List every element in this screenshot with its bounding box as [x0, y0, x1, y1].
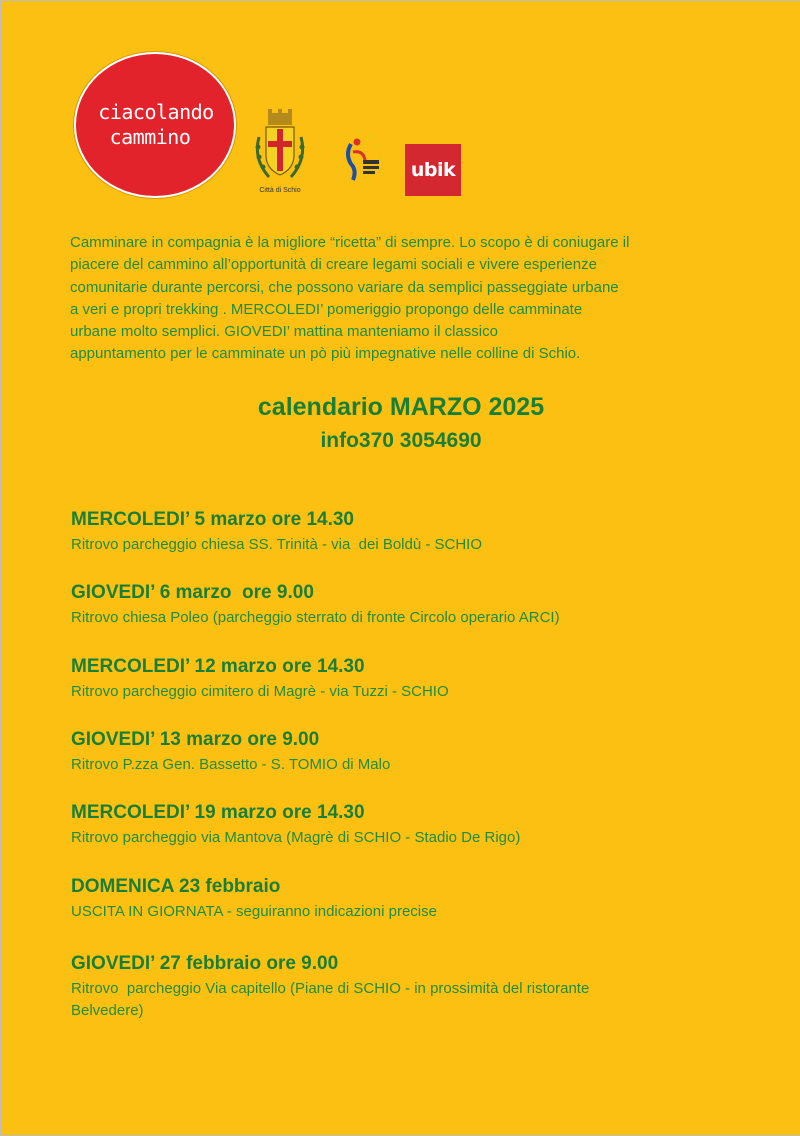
event-description: USCITA IN GIORNATA - seguiranno indicazioni precise	[71, 903, 437, 920]
ciacolando-cammino-logo	[74, 52, 236, 198]
event-title: MERCOLEDI’ 5 marzo ore 14.30	[71, 509, 354, 530]
calendar-info-phone: info370 3054690	[320, 429, 482, 452]
event-item	[71, 875, 751, 923]
sport-city-logo-icon	[323, 126, 391, 198]
event-description: Ritrovo parcheggio Via capitello (Piane di SCHIO - in prossimità del ristorante Belvedere)	[71, 980, 590, 1019]
event-description: Ritrovo parcheggio cimitero di Magrè - via Tuzzi - SCHIO	[71, 683, 449, 700]
event-description: Ritrovo P.zza Gen. Bassetto - S. TOMIO di Malo	[71, 756, 391, 773]
city-crest-icon	[249, 107, 311, 199]
ubik-logo-icon	[405, 144, 461, 196]
event-item	[71, 728, 751, 776]
intro-line: a veri e propri trekking . MERCOLEDI’ pomeriggio propongo delle camminate	[70, 300, 583, 318]
crest-caption: Città di Schio	[259, 187, 301, 194]
event-item	[71, 581, 751, 629]
intro-paragraph	[70, 232, 738, 366]
ubik-logo-text: ubik	[410, 159, 456, 181]
event-title: GIOVEDI’ 6 marzo ore 9.00	[71, 582, 314, 603]
event-title: GIOVEDI’ 27 febbraio ore 9.00	[71, 953, 339, 974]
event-title: MERCOLEDI’ 12 marzo ore 14.30	[71, 656, 365, 677]
intro-line: Camminare in compagnia è la migliore “ricetta” di sempre. Lo scopo è di coniugare il	[70, 234, 630, 251]
event-description: Ritrovo chiesa Poleo (parcheggio sterrato di fronte Circolo operario ARCI)	[71, 609, 560, 626]
event-title: MERCOLEDI’ 19 marzo ore 14.30	[71, 802, 365, 823]
logo-line-1: ciacolando	[98, 100, 214, 124]
event-item	[71, 952, 751, 1022]
intro-line: piacere del cammino all’opportunità di creare legami sociali e vivere esperienze	[70, 256, 597, 274]
event-title: DOMENICA 23 febbraio	[71, 876, 281, 897]
intro-line: comunitarie durante percorsi, che possono variare da semplici passeggiate urbane	[70, 278, 619, 296]
intro-line: urbane molto semplici. GIOVEDI’ mattina manteniamo il classico	[70, 323, 498, 341]
event-title: GIOVEDI’ 13 marzo ore 9.00	[71, 729, 320, 750]
event-item	[71, 508, 751, 556]
intro-line: appuntamento per le camminate un pò più impegnative nelle colline di Schio.	[70, 345, 581, 363]
logo-line-2: cammino	[109, 125, 191, 149]
calendar-title: calendario MARZO 2025	[257, 393, 545, 421]
event-description: Ritrovo parcheggio chiesa SS. Trinità - via dei Boldù - SCHIO	[71, 536, 483, 553]
event-item	[71, 801, 751, 849]
event-item	[71, 655, 751, 703]
event-description: Ritrovo parcheggio via Mantova (Magrè di SCHIO - Stadio De Rigo)	[71, 829, 521, 846]
